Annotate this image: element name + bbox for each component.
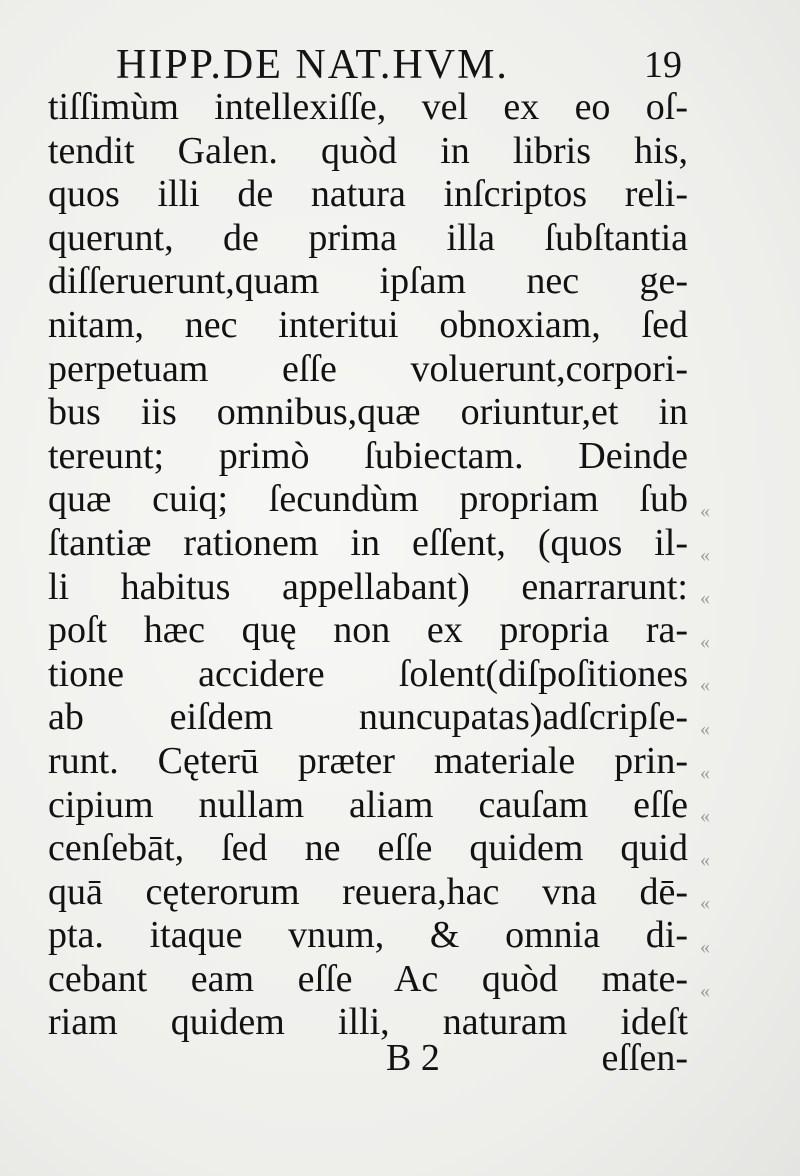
text-line: quā cęterorum reuera,hac vna dē- [48,870,688,913]
margin-mark: « [700,848,710,871]
margin-mark: « [700,500,710,522]
margin-mark: « [700,761,710,784]
text-line: poſt hæc quę non ex propria ra- [48,609,688,652]
margin-mark: « [700,717,710,740]
signature-line [48,1036,688,1080]
page-number: 19 [644,44,682,86]
text-line: tiſſimùm intellexiſſe, vel ex eo oſ- [48,86,688,128]
text-line: cebant eam eſſe Ac quòd mate- [48,957,688,1000]
text-line: ſtantiæ rationem in eſſent, (quos il- [48,521,688,564]
margin-mark: « [700,674,710,697]
text-line: diſſeruerunt,quam ipſam nec ge- [48,260,688,303]
text-line: quæ cuiq; ſecundùm propriam ſub [48,478,688,521]
text-line: runt. Cęterū præter materiale prin- [48,739,688,782]
margin-mark: « [700,892,710,915]
text-line: nitam, nec interitui obnoxiam, ſed [48,303,688,346]
text-line: tereunt; primò ſubiectam. Deinde [48,434,688,477]
margin-mark: « [700,630,710,653]
text-line: tione accidere ſolent(diſpoſitiones [48,652,688,695]
margin-quote-marks [700,490,740,1013]
margin-mark: « [700,805,710,828]
text-line: cenſebāt, ſed ne eſſe quidem quid [48,827,688,870]
text-line: ab eiſdem nuncupatas)adſcripſe- [48,696,688,739]
text-line: quos illi de natura inſcriptos reli- [48,173,688,216]
catchword: eſſen- [601,1037,688,1079]
body-text [48,86,688,1045]
text-line: querunt, de prima illa ſubſtantia [48,216,688,259]
text-line: tendit Galen. quòd in libris his, [48,129,688,172]
text-line: bus iis omnibus,quæ oriuntur,et in [48,391,688,434]
margin-mark: « [700,979,710,1002]
text-line: cipium nullam aliam cauſam eſſe [48,783,688,826]
text-line: riam quidem illi, naturam ideſt [48,1001,688,1044]
margin-mark: « [700,543,710,566]
margin-mark: « [700,587,710,610]
page-header [100,40,700,90]
signature-mark: B 2 [386,1037,440,1079]
text-line: perpetuam eſſe voluerunt,corpori- [48,347,688,390]
text-line: pta. itaque vnum, & omnia di- [48,914,688,957]
text-line: li habitus appellabant) enarrarunt: [48,565,688,608]
margin-mark: « [700,935,710,958]
running-title: HIPP.DE NAT.HVM. [116,42,509,88]
